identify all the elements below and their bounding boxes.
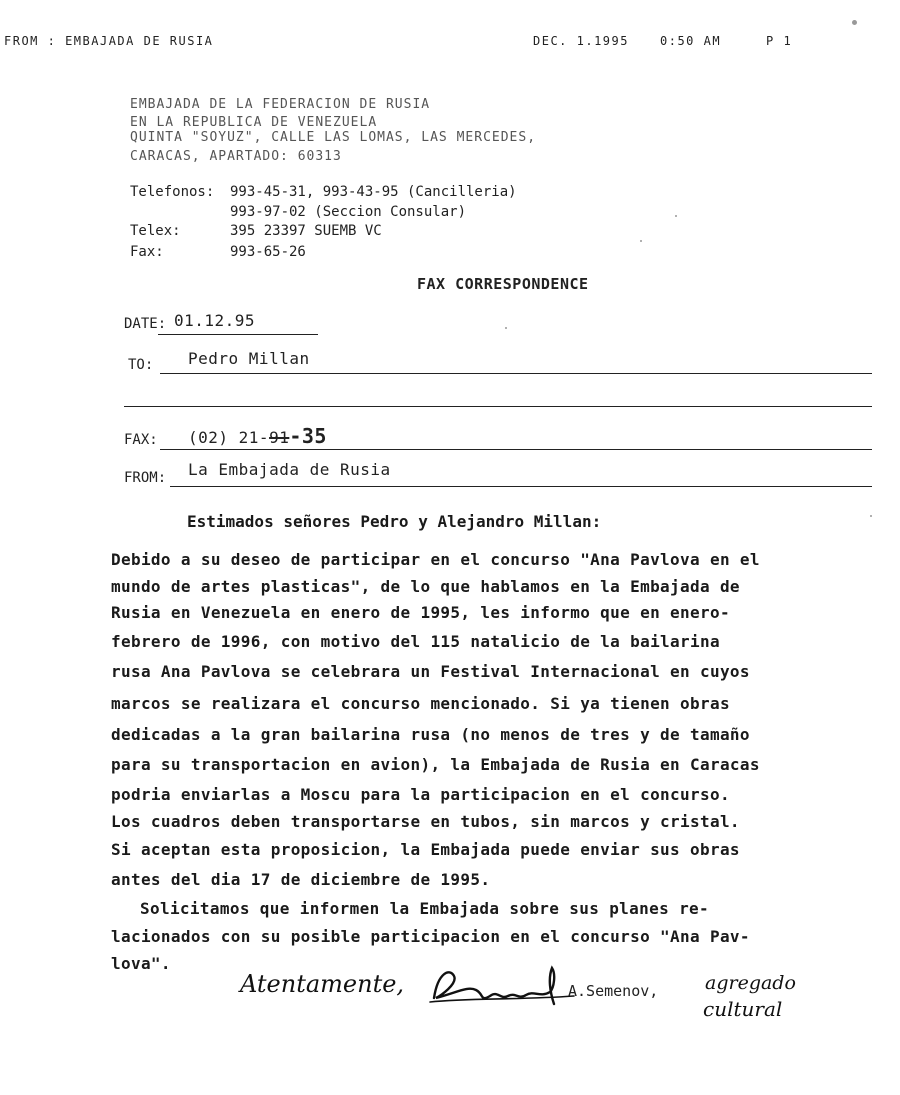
typed-name: A.Semenov,	[568, 982, 659, 1000]
to-underline	[160, 373, 872, 374]
fax-noise-speck	[870, 515, 872, 517]
blank-underline	[124, 406, 872, 407]
handwritten-signature	[428, 962, 578, 1014]
fax-underline	[160, 449, 872, 450]
fax-noise-speck	[675, 215, 677, 217]
fax-noise-speck	[505, 327, 507, 329]
letter-line: Solicitamos que informen la Embajada sobre sus planes re-	[140, 899, 710, 918]
fax-value-struck: 91	[269, 428, 290, 447]
date-label: DATE:	[124, 316, 167, 332]
from-value: La Embajada de Rusia	[188, 460, 391, 479]
from-label: FROM:	[124, 470, 167, 486]
letter-line: rusa Ana Pavlova se celebrara un Festival Internacional en cuyos	[111, 662, 750, 681]
from-underline	[170, 486, 872, 487]
closing-handwritten: Atentamente,	[240, 970, 405, 998]
document-title: FAX CORRESPONDENCE	[417, 275, 589, 293]
letter-line: lacionados con su posible participacion en el concurso "Ana Pav-	[111, 927, 750, 946]
letter-line: Los cuadros deben transportarse en tubos, sin marcos y cristal.	[111, 812, 740, 831]
fax-number-label: Fax:	[130, 244, 164, 260]
phone-label: Telefonos:	[130, 184, 215, 200]
letter-line: Si aceptan esta proposicion, la Embajada puede enviar sus obras	[111, 840, 740, 859]
letter-line: Rusia en Venezuela en enero de 1995, les informo que en enero-	[111, 603, 730, 622]
date-underline	[158, 334, 318, 335]
letter-line: para su transportacion en avion), la Embajada de Rusia en Caracas	[111, 755, 760, 774]
fax-noise-speck	[852, 20, 857, 25]
phone-line-1: 993-45-31, 993-43-95 (Cancilleria)	[230, 184, 517, 200]
address-line: EN LA REPUBLICA DE VENEZUELA	[130, 115, 378, 130]
letter-line: marcos se realizara el concurso mencionado. Si ya tienen obras	[111, 694, 730, 713]
letter-line: podria enviarlas a Moscu para la participacion en el concurso.	[111, 785, 730, 804]
address-line: QUINTA "SOYUZ", CALLE LAS LOMAS, LAS MERCEDES,	[130, 130, 537, 145]
fax-page-header: P 1	[766, 34, 793, 48]
address-line: EMBAJADA DE LA FEDERACION DE RUSIA	[130, 97, 431, 112]
fax-noise-speck	[640, 240, 642, 242]
letter-line: dedicadas a la gran bailarina rusa (no menos de tres y de tamaño	[111, 725, 750, 744]
letter-line: lova".	[111, 954, 171, 973]
telex-label: Telex:	[130, 223, 181, 239]
fax-from-header: FROM : EMBAJADA DE RUSIA	[4, 34, 214, 48]
fax-date-header: DEC. 1.1995	[533, 34, 629, 48]
phone-line-2: 993-97-02 (Seccion Consular)	[230, 204, 467, 220]
fax-label: FAX:	[124, 432, 158, 448]
fax-value-suffix: -35	[289, 424, 327, 448]
fax-time-header: 0:50 AM	[660, 34, 722, 48]
to-label: TO:	[128, 357, 154, 373]
title-handwritten-1: agregado	[705, 972, 796, 994]
title-handwritten-2: cultural	[703, 997, 783, 1021]
fax-value-prefix: (02) 21-	[188, 428, 270, 447]
date-value: 01.12.95	[174, 311, 256, 330]
fax-number-value: 993-65-26	[230, 244, 306, 260]
salutation: Estimados señores Pedro y Alejandro Millan:	[187, 512, 602, 531]
letter-line: mundo de artes plasticas", de lo que hablamos en la Embajada de	[111, 577, 740, 596]
address-line: CARACAS, APARTADO: 60313	[130, 149, 342, 164]
letter-line: febrero de 1996, con motivo del 115 natalicio de la bailarina	[111, 632, 720, 651]
letter-line: Debido a su deseo de participar en el concurso "Ana Pavlova en el	[111, 550, 760, 569]
to-value: Pedro Millan	[188, 349, 310, 368]
fax-value	[188, 424, 327, 448]
telex-value: 395 23397 SUEMB VC	[230, 223, 382, 239]
letter-line: antes del dia 17 de diciembre de 1995.	[111, 870, 491, 889]
